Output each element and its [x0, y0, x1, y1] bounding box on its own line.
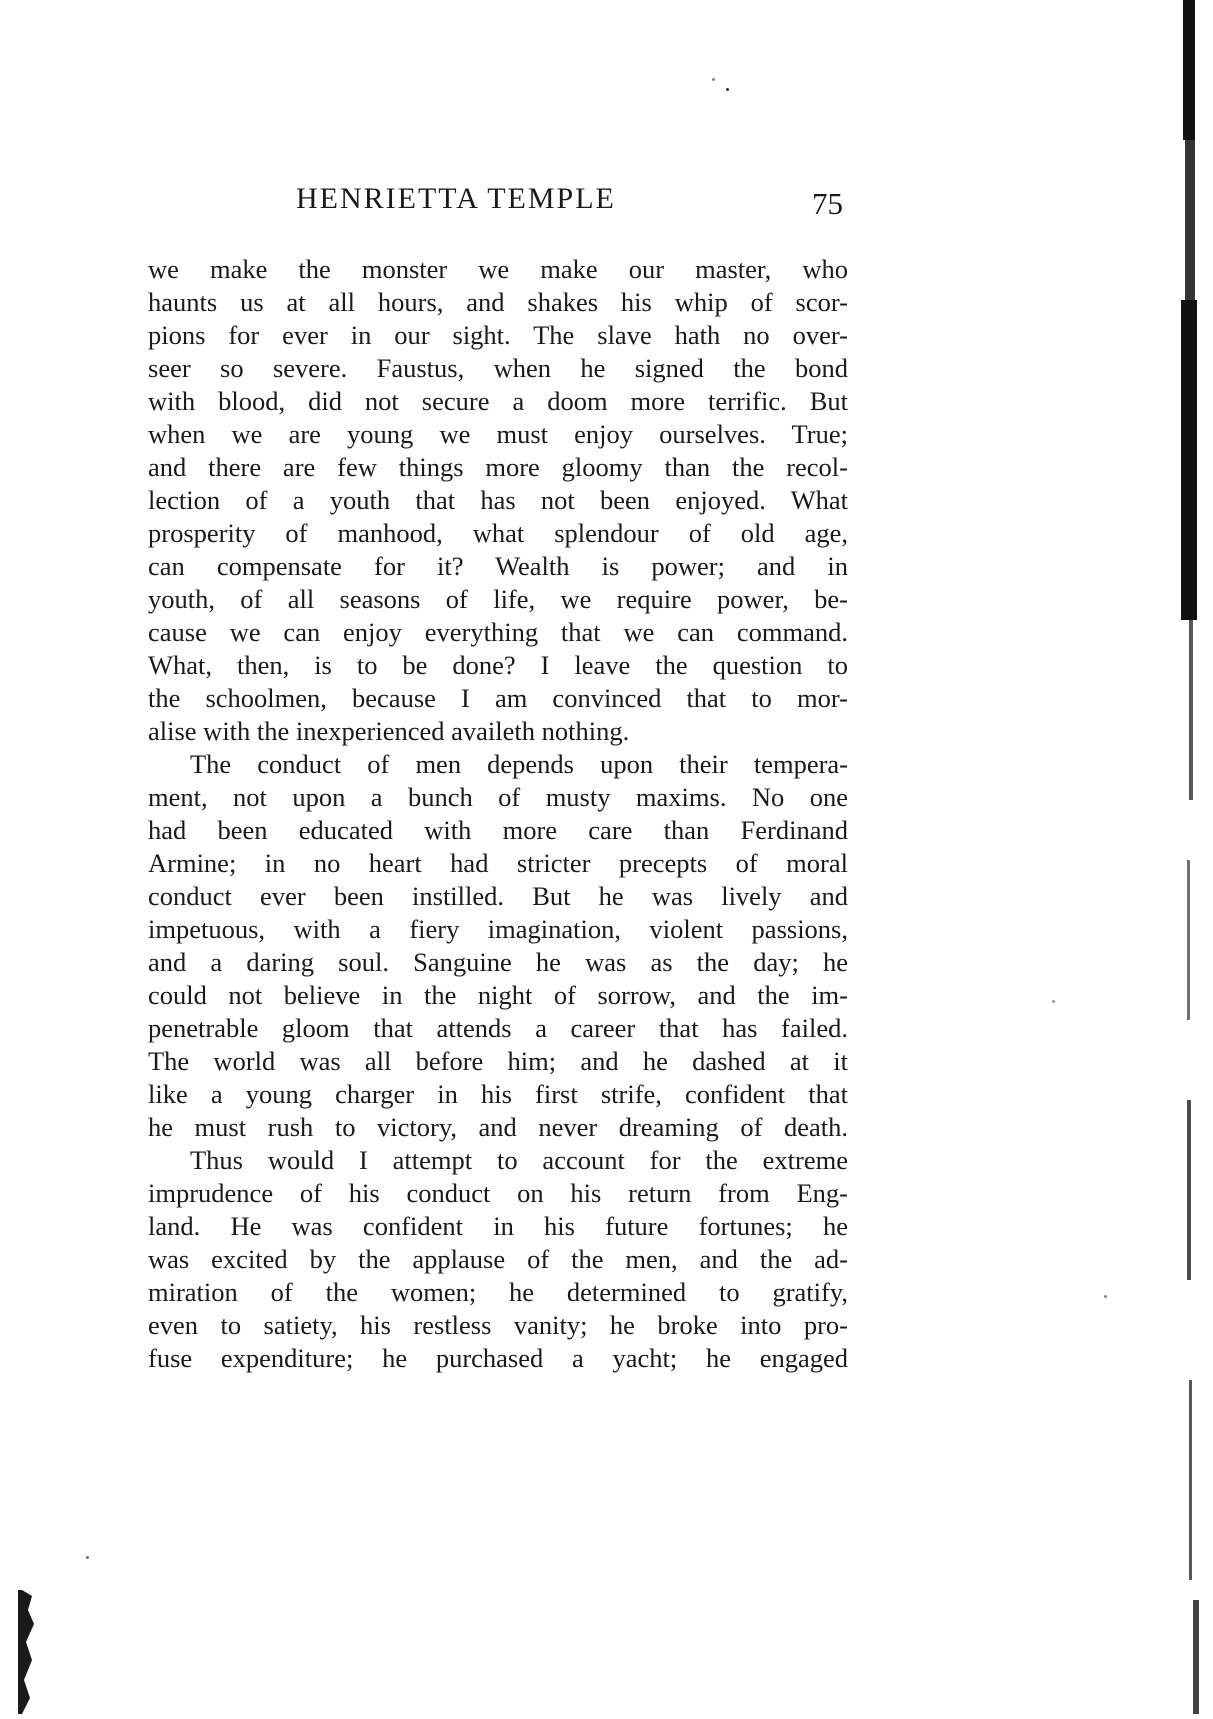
text-line: had been educated with more care than Ferdinand	[148, 815, 848, 845]
speck	[726, 88, 729, 91]
text-line: cause we can enjoy everything that we can command.	[148, 617, 848, 647]
text-line: penetrable gloom that attends a career that has failed.	[148, 1013, 848, 1043]
text-line: What, then, is to be done? I leave the question to	[148, 650, 848, 680]
running-title: HENRIETTA TEMPLE	[296, 182, 616, 215]
speck	[1104, 1295, 1107, 1298]
text-line: even to satiety, his restless vanity; he broke into pro-	[148, 1310, 848, 1340]
paragraph-end-line: alise with the inexperienced availeth nothing.	[148, 716, 630, 746]
paragraph-first-line: Thus would I attempt to account for the extreme	[190, 1145, 848, 1175]
text-line: prosperity of manhood, what splendour of old age,	[148, 518, 848, 548]
speck	[1052, 1000, 1055, 1003]
text-line: Armine; in no heart had stricter precepts of moral	[148, 848, 848, 878]
text-line: miration of the women; he determined to gratify,	[148, 1277, 848, 1307]
text-line: haunts us at all hours, and shakes his whip of scor-	[148, 287, 848, 317]
speck	[712, 78, 715, 81]
running-head	[148, 182, 848, 232]
text-line: could not believe in the night of sorrow, and the im-	[148, 980, 848, 1010]
text-line: ment, not upon a bunch of musty maxims. No one	[148, 782, 848, 812]
text-line: we make the monster we make our master, who	[148, 254, 848, 284]
text-line: land. He was confident in his future fortunes; he	[148, 1211, 848, 1241]
text-line: The world was all before him; and he dashed at it	[148, 1046, 848, 1076]
text-line: and a daring soul. Sanguine he was as the day; he	[148, 947, 848, 977]
text-line: and there are few things more gloomy than the recol-	[148, 452, 848, 482]
text-line: lection of a youth that has not been enjoyed. What	[148, 485, 848, 515]
text-line: the schoolmen, because I am convinced that to mor-	[148, 683, 848, 713]
text-line: can compensate for it? Wealth is power; and in	[148, 551, 848, 581]
text-line: impetuous, with a fiery imagination, violent passions,	[148, 914, 848, 944]
text-line: seer so severe. Faustus, when he signed the bond	[148, 353, 848, 383]
body-text	[148, 253, 848, 1375]
text-line: with blood, did not secure a doom more terrific. But	[148, 386, 848, 416]
text-line: when we are young we must enjoy ourselves. True;	[148, 419, 848, 449]
text-line: was excited by the applause of the men, and the ad-	[148, 1244, 848, 1274]
speck	[86, 1556, 89, 1559]
text-line: imprudence of his conduct on his return from Eng-	[148, 1178, 848, 1208]
corner-smudge	[18, 1590, 42, 1714]
text-line: he must rush to victory, and never dreaming of death.	[148, 1112, 848, 1142]
binding-edge-shadow	[1169, 0, 1213, 1714]
text-line: youth, of all seasons of life, we require power, be-	[148, 584, 848, 614]
paragraph-first-line: The conduct of men depends upon their tempera-	[190, 749, 848, 779]
page-number: 75	[812, 186, 843, 221]
text-line: like a young charger in his first strife, confident that	[148, 1079, 848, 1109]
text-line: conduct ever been instilled. But he was lively and	[148, 881, 848, 911]
text-line: fuse expenditure; he purchased a yacht; he engaged	[148, 1343, 848, 1373]
text-line: pions for ever in our sight. The slave hath no over-	[148, 320, 848, 350]
